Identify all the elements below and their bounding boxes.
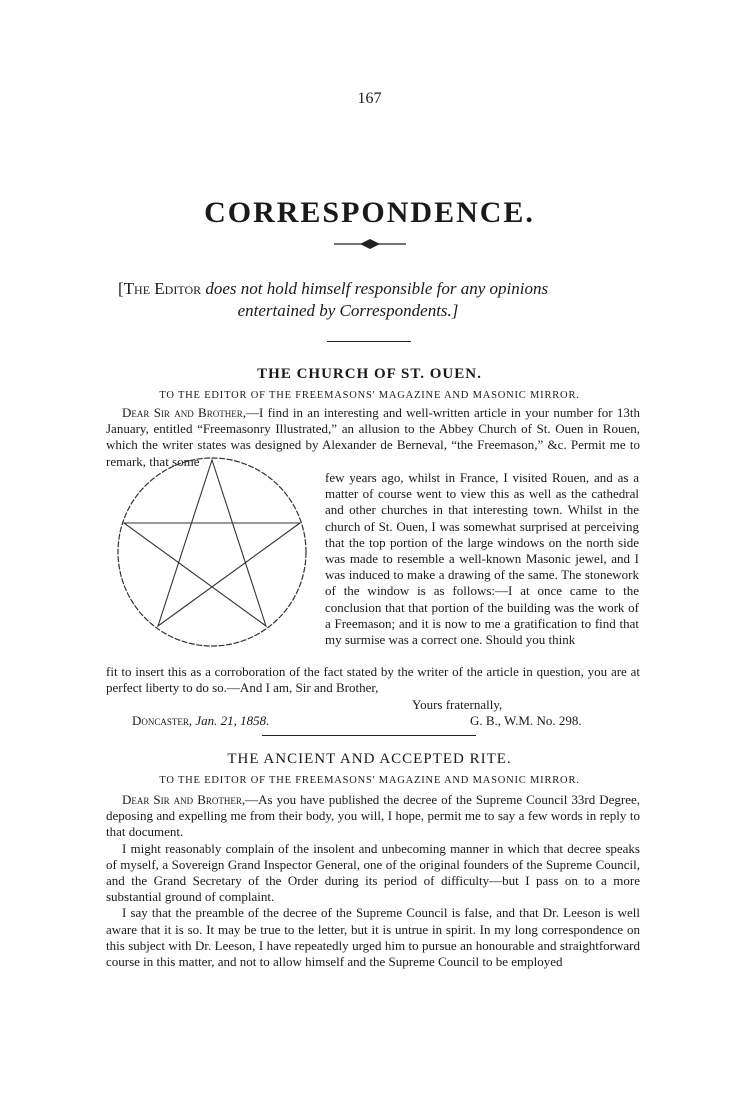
paragraph-text: few years ago, whilst in France, I visited Rouen, and as a matter of course went to view this as well as the cathedral and other churches in that interesting town. Whilst in the church of St. Ouen, I was somewhat surprised at perceiving that the top portion of the large windows on the north side was made to resemble a well-known Masonic jewel, and I was induced to make a drawing of the same. The stonework of the window is as follows:—I at once came to the conclusion that that portion of the building was the work of a Freemason; and it is now to me a gratification to find that my surmise was a correct one. Should you think [325, 470, 639, 648]
to-editor-line: TO THE EDITOR OF THE FREEMASONS' MAGAZINE AND MASONIC MIRROR. [159, 390, 580, 401]
letter-paragraph-end [106, 664, 640, 696]
place: Doncaster, [132, 713, 193, 728]
disclaimer-open: [The [118, 279, 151, 298]
closing: Yours fraternally, [412, 697, 503, 712]
disclaimer-line-1: does not hold himself responsible for any opinions [205, 279, 549, 298]
salutation: Dear Sir and Brother, [122, 405, 246, 420]
paragraph-text: —As you have published the decree of the Supreme Council 33rd Degree, deposing and expelling me from their body, you will, I hope, permit me to say a few words in reply to that document. [106, 792, 640, 840]
section-rule [262, 735, 476, 736]
ornament-divider-icon [330, 236, 410, 252]
letter-body [106, 792, 640, 970]
to-editor-line: TO THE EDITOR OF THE FREEMASONS' MAGAZINE AND MASONIC MIRROR. [159, 775, 580, 786]
signature: G. B., W.M. No. 298. [470, 713, 582, 728]
short-rule [327, 341, 411, 342]
paragraph-text: I say that the preamble of the decree of the Supreme Council is false, and that Dr. Leeson is well aware that it is so. It may be true to the letter, but it is untrue in spirit. In my long correspondence on this subject with Dr. Leeson, I have repeatedly urged him to pursue an honourable and straightforward course in this matter, and not to allow himself and the Supreme Council to be employed [106, 905, 640, 970]
page-number: 167 [357, 90, 382, 107]
paragraph-text: I might reasonably complain of the insolent and unbecoming manner in which that decree speaks of myself, a Sovereign Grand Inspector General, one of the original founders of the Supreme Council, and the Grand Secretary of the Order during its period of difficulty—but I pass on to a more substantial ground of complaint. [106, 840, 640, 905]
place-date [132, 713, 269, 729]
letter-heading: THE CHURCH OF ST. OUEN. [257, 366, 482, 382]
paragraph-text: fit to insert this as a corroboration of the fact stated by the writer of the article in question, you are at perfect liberty to do so.—And I am, Sir and Brother, [106, 664, 640, 696]
disclaimer-line-2: entertained by Correspondents.] [237, 301, 459, 320]
date: Jan. 21, 1858. [195, 713, 270, 728]
section-title: CORRESPONDENCE. [204, 196, 535, 229]
paragraph-text: —I find in an interesting and well-written article in your number for 13th January, entitled “Freemasonry Illustrated,” an allusion to the Abbey Church of St. Ouen in Rouen, which the writer states was designed by Alexander de Berneval, “the Freemason,” &c. Permit me to remark, that some [106, 405, 640, 469]
letter-paragraph-wrap [325, 470, 639, 648]
editor-disclaimer [118, 278, 638, 322]
salutation: Dear Sir and Brother, [122, 792, 246, 807]
letter-heading: THE ANCIENT AND ACCEPTED RITE. [227, 751, 512, 767]
disclaimer-editor: Editor [154, 279, 202, 298]
pentagram-in-circle-icon [112, 452, 312, 652]
